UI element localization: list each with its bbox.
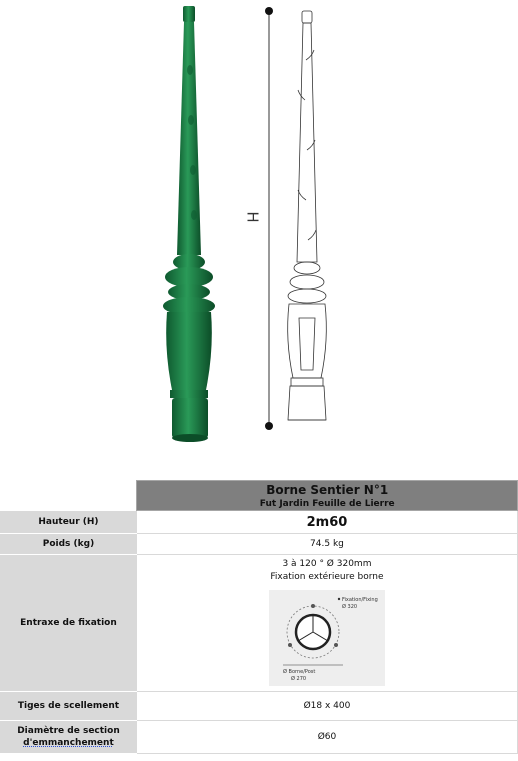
table-header-row (0, 481, 518, 511)
spec-label-fixing: Entraxe de fixation (0, 555, 137, 692)
fixing-label: Fixation/Fixing (341, 597, 378, 603)
table-row (0, 511, 518, 534)
table-row (0, 692, 518, 721)
spec-value-section-diameter: Ø60 (137, 721, 518, 754)
fixing-line-1: 3 à 120 ° Ø 320mm (282, 559, 372, 569)
spec-value-anchor-rods: Ø18 x 400 (137, 692, 518, 721)
post-value: Ø 270 (290, 676, 307, 682)
spec-label-anchor-rods: Tiges de scellement (0, 692, 137, 721)
table-row (0, 721, 518, 754)
spec-value-weight: 74.5 kg (137, 534, 518, 555)
spec-label-height: Hauteur (H) (0, 511, 137, 534)
product-title: Borne Sentier N°1 (266, 482, 389, 497)
fixing-value: Ø 320 (341, 604, 358, 610)
product-subtitle: Fut Jardin Feuille de Lierre (259, 498, 395, 509)
section-label-line-2: d'emmanchement (23, 738, 114, 748)
fixing-line-2: Fixation extérieure borne (270, 572, 384, 582)
spec-value-fixing (137, 555, 518, 692)
section-label-line-1: Diamètre de section (17, 726, 120, 736)
spec-value-height: 2m60 (137, 511, 518, 534)
height-dimension-label: H (243, 211, 262, 223)
table-row (0, 555, 518, 692)
spec-table (0, 480, 518, 754)
spec-label-section-diameter (0, 721, 137, 754)
product-header (137, 481, 518, 511)
table-row (0, 534, 518, 555)
post-label: Ø Borne/Post (282, 669, 316, 675)
spec-label-weight: Poids (kg) (0, 534, 137, 555)
fixing-diagram (269, 590, 385, 686)
